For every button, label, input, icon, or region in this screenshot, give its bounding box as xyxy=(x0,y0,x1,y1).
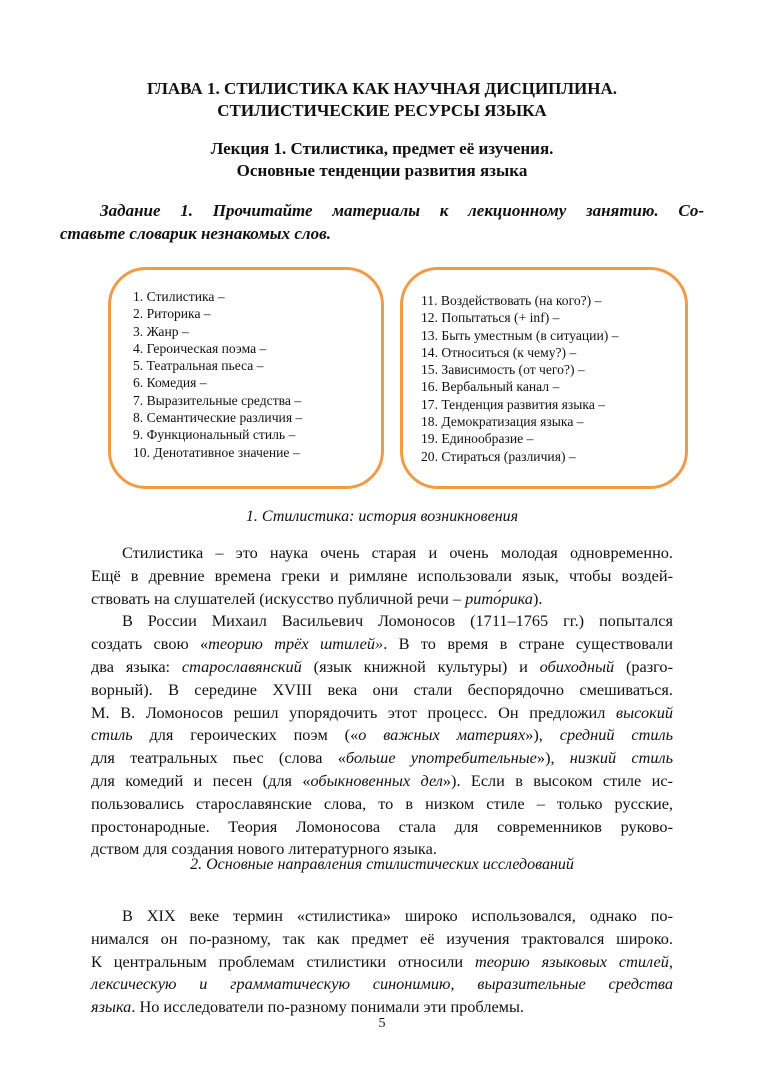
section-heading: 2. Основные направления стилистических исследований xyxy=(190,856,574,873)
vocab-item: 14. Относиться (к чему?) – xyxy=(421,344,577,360)
task-line: ставьте словарик незнакомых слов. xyxy=(60,224,331,243)
vocab-item: 10. Денотативное значение – xyxy=(133,444,300,460)
vocab-item: 13. Быть уместным (в ситуации) – xyxy=(421,327,619,343)
text-line: простонародные. Теория Ломоносова стала для современников руково- xyxy=(91,816,673,836)
lecture-title-line: Лекция 1. Стилистика, предмет её изучения. xyxy=(210,139,554,158)
task-line: Задание 1. Прочитайте материалы к лекционному занятию. Со- xyxy=(100,201,704,220)
text-line: ворный). В середине XVIII века они стали беспорядочно смешиваться. xyxy=(91,679,673,699)
text-line: для комедий и песен (для «обыкновенных дел»). Если в высоком стиле ис- xyxy=(91,770,673,790)
text-line: пользовались старославянские слова, то в низком стиле – только русские, xyxy=(91,793,673,813)
vocab-item: 11. Воздействовать (на кого?) – xyxy=(421,293,602,308)
vocab-item: 2. Риторика – xyxy=(133,306,211,322)
vocab-item: 12. Попытаться (+ inf) – xyxy=(421,310,560,326)
vocab-item: 8. Семантические различия – xyxy=(133,410,303,426)
vocab-item: 4. Героическая поэма – xyxy=(133,340,267,356)
section2-body xyxy=(91,905,673,1019)
task-heading xyxy=(60,199,704,245)
text-line: Стилистика – это наука очень старая и очень молодая одновременно. xyxy=(122,543,673,562)
text-line: В XIX веке термин «стилистика» широко использовался, однако по- xyxy=(122,906,673,925)
vocab-list-left xyxy=(133,288,381,461)
vocab-box-left xyxy=(108,267,384,489)
chapter-title-line: СТИЛИСТИЧЕСКИЕ РЕСУРСЫ ЯЗЫКА xyxy=(217,101,547,120)
vocab-item: 18. Демократизация языка – xyxy=(421,414,584,430)
chapter-title-line: ГЛАВА 1. СТИЛИСТИКА КАК НАУЧНАЯ ДИСЦИПЛИНА. xyxy=(146,79,618,98)
vocab-item: 7. Выразительные средства – xyxy=(133,392,302,408)
text-line: К центральным проблемам стилистики относили теорию языковых стилей, xyxy=(91,951,673,971)
vocab-item: 1. Стилистика – xyxy=(133,289,225,304)
page-number: 5 xyxy=(378,1016,386,1031)
vocab-item: 16. Вербальный канал – xyxy=(421,379,560,395)
vocab-box-right xyxy=(400,267,688,489)
vocab-list-right xyxy=(421,292,685,465)
section1-body xyxy=(91,542,673,861)
text-line: для театральных пьес (слова «больше употребительные»), низкий стиль xyxy=(91,748,674,768)
vocab-item: 15. Зависимость (от чего?) – xyxy=(421,362,585,378)
vocab-item: 17. Тенденция развития языка – xyxy=(421,396,606,412)
text-line: два языка: старославянский (язык книжной культуры) и обиходный (разго- xyxy=(91,656,673,676)
text-line: ствовать на слушателей (искусство публичной речи – рито́рика). xyxy=(91,588,543,608)
chapter-title xyxy=(60,78,704,122)
vocab-item: 9. Функциональный стиль – xyxy=(133,427,296,443)
vocab-item: 19. Единообразие – xyxy=(421,431,534,447)
text-line: создать свою «теорию трёх штилей». В то время в стране существовали xyxy=(91,634,673,654)
vocab-item: 3. Жанр – xyxy=(133,323,189,339)
section-heading: 1. Стилистика: история возникновения xyxy=(245,508,519,525)
text-line: нимался он по-разному, так как предмет её изучения трактовался широко. xyxy=(91,928,673,948)
text-line: Ещё в древние времена греки и римляне использовали язык, чтобы воздей- xyxy=(91,565,673,585)
text-line: дством для создания нового литературного языка. xyxy=(91,839,437,859)
text-line: лексическую и грамматическую синонимию, выразительные средства xyxy=(91,974,674,994)
text-line: В России Михаил Васильевич Ломоносов (1711–1765 гг.) попытался xyxy=(122,611,673,631)
vocab-item: 6. Комедия – xyxy=(133,375,207,391)
text-line: языка. Но исследователи по-разному понимали эти проблемы. xyxy=(91,997,524,1017)
vocab-item: 5. Театральная пьеса – xyxy=(133,358,264,374)
text-line: стиль для героических поэм («о важных материях»), средний стиль xyxy=(91,725,674,745)
lecture-title-line: Основные тенденции развития языка xyxy=(236,161,528,180)
text-line: М. В. Ломоносов решил упорядочить этот процесс. Он предложил высокий xyxy=(91,702,673,722)
vocab-item: 20. Стираться (различия) – xyxy=(421,448,576,464)
lecture-title xyxy=(60,138,704,182)
